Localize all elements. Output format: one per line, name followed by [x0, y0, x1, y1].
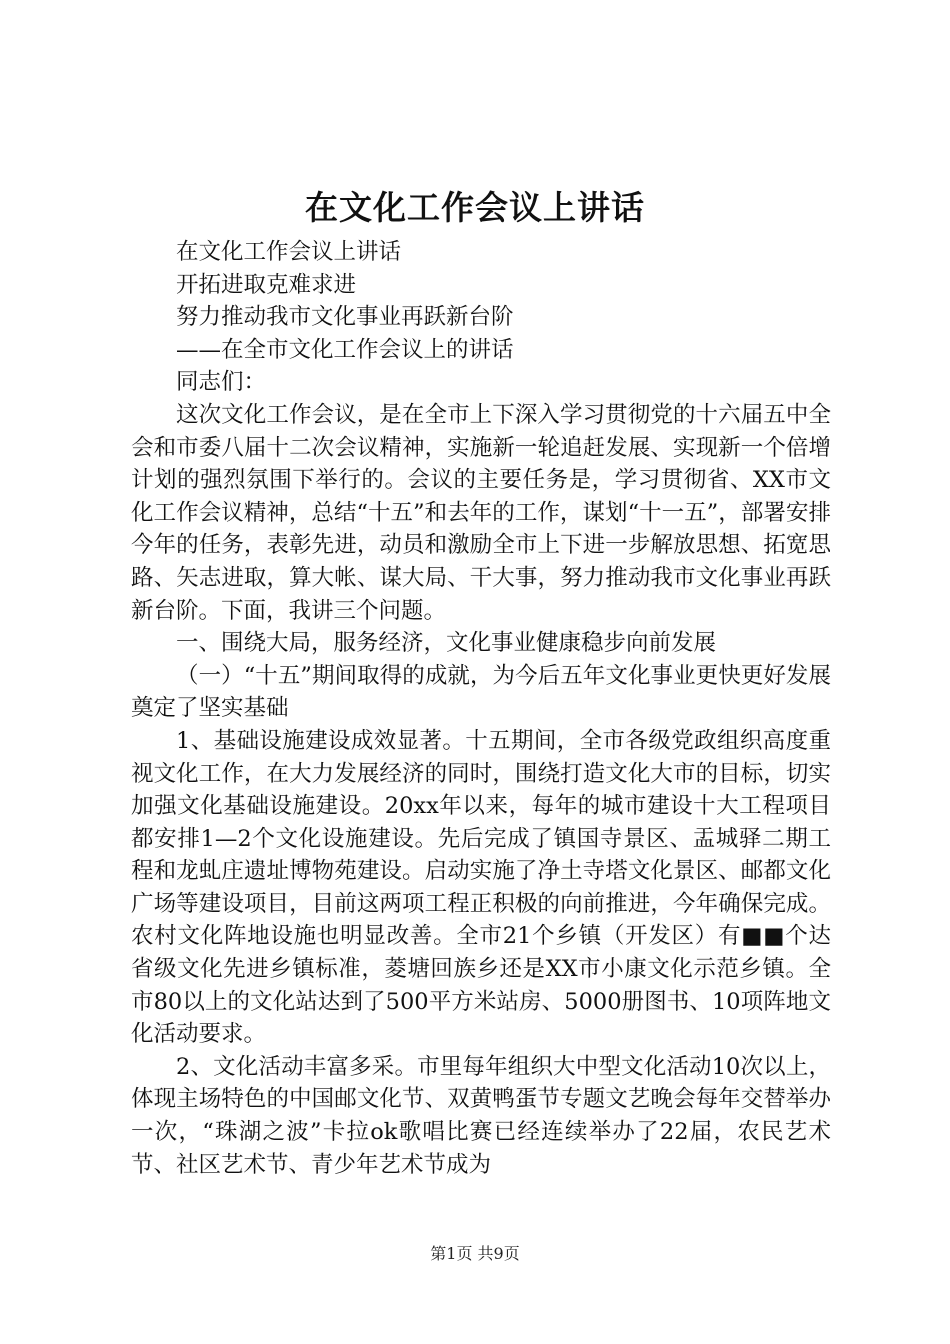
page-footer: 第1页 共9页 — [430, 1244, 520, 1263]
paragraph: 1、基础设施建设成效显著。十五期间，全市各级党政组织高度重视文化工作，在大力发展经济的同时，围绕打造文化大市的目标，切实加强文化基础设施建设。20xx年以来，每年的城市建设十大工程项目都安排1—2个文化设施建设。先后完成了镇国寺景区、盂城驿二期工程和龙虬庄遗址博物苑建设。启动实施了净土寺塔文化景区、邮都文化广场等建设项目，目前这两项工程正积极的向前推进，今年确保完成。农村文化阵地设施也明显改善。全市21个乡镇（开发区）有■■个达省级文化先进乡镇标准，菱塘回族乡还是XX市小康文化示范乡镇。全市80以上的文化站达到了500平方米站房、5000册图书、10项阵地文化活动要求。 — [131, 727, 831, 1048]
document-title: 在文化工作会议上讲话 — [305, 188, 645, 227]
paragraph: 2、文化活动丰富多采。市里每年组织大中型文化活动10次以上，体现主场特色的中国邮文化节、双黄鸭蛋节专题文艺晚会每年交替举办一次，“珠湖之波”卡拉ok歌唱比赛已经连续举办了22届，农民艺术节、社区艺术节、青少年艺术节成为 — [131, 1053, 831, 1178]
paragraph: 这次文化工作会议，是在全市上下深入学习贯彻党的十六届五中全会和市委八届十二次会议精神，实施新一轮追赶发展、实现新一个倍增计划的强烈氛围下举行的。会议的主要任务是，学习贯彻省、XX市文化工作会议精神，总结“十五”和去年的工作，谋划“十一五”，部署安排今年的任务，表彰先进，动员和激励全市上下进一步解放思想、拓宽思路、矢志进取，算大帐、谋大局、干大事，努力推动我市文化事业再跃新台阶。下面，我讲三个问题。 — [131, 401, 831, 624]
header-line: 努力推动我市文化事业再跃新台阶 — [176, 304, 514, 331]
subsection-heading: （一）“十五”期间取得的成就，为今后五年文化事业更快更好发展奠定了坚实基础 — [131, 662, 831, 722]
header-line: ——在全市文化工作会议上的讲话 — [176, 336, 514, 363]
header-line: 开拓进取克难求进 — [176, 271, 357, 298]
section-heading: 一、围绕大局，服务经济，文化事业健康稳步向前发展 — [176, 630, 717, 657]
header-line: 在文化工作会议上讲话 — [176, 239, 402, 265]
document-body — [131, 236, 831, 1181]
salutation: 同志们： — [176, 369, 267, 396]
